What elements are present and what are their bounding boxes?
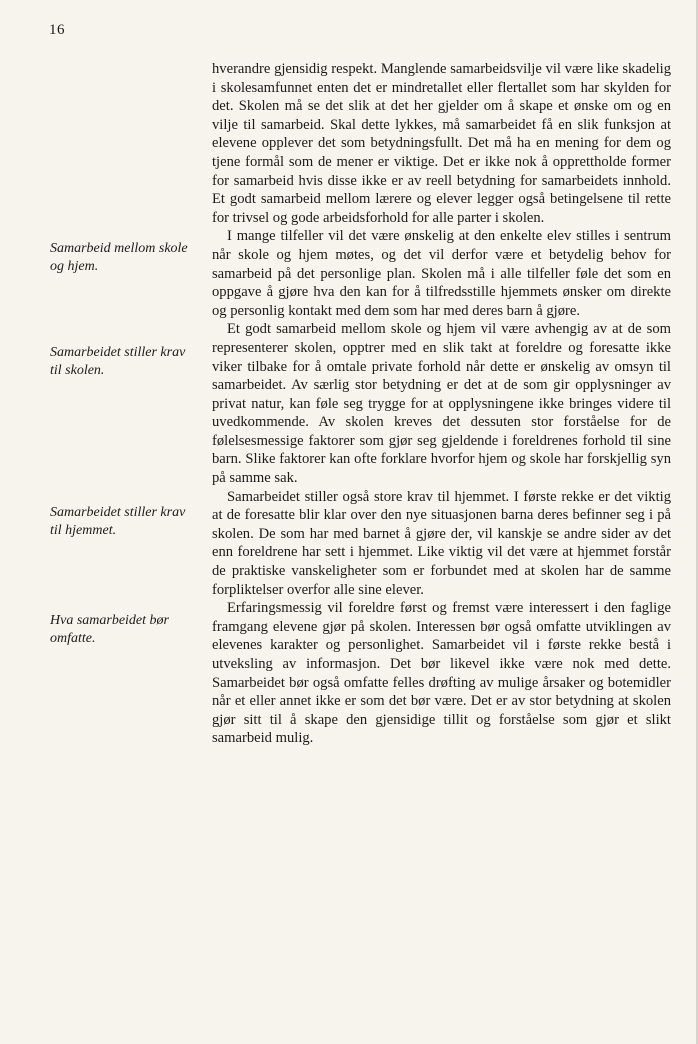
margin-note-school-demands: Samarbeidet stiller krav til skolen. [50, 345, 186, 378]
paragraph: Erfaringsmessig vil foreldre først og fremst være interessert i den faglige framgang elevene gjør på skolen. Interessen bør også omfatte utviklingen av elevenes karakter og personlighet. Samarbeidet vil i første rekke bestå i utveksling av informasjon. Det bør likevel ikke være nok med dette. Samarbeidet bør også omfatte felles drøfting av mulige årsaker og botemidler når et eller annet ikke er som det bør være. Det er av stor betydning at skolen gjør sitt til å skape den gjensidige tillit og forståelse som gjør et slikt samarbeid mulig. [212, 600, 671, 747]
page-number: 16 [49, 22, 65, 38]
paragraph: hverandre gjensidig respekt. Manglende samarbeidsvilje vil være like skadelig i skolesamfunnet enten det er mindretallet eller flertallet som har skylden for det. Skolen må se det slik at det her gjelder om å skape et ønske om og en vilje til samarbeid. Skal dette lykkes, må samarbeidet få en slik funksjon at elevene opplever det som betydningsfullt. Det må ha en mening for dem og tjene formål som de mener er viktige. Det er ikke nok å opprettholde former for samarbeid hvis disse ikke er av reell betydning for samarbeidets innhold. Et godt samarbeid mellom lærere og elever legger også betingelsene til rette for trivsel og gode arbeidsforhold for alle parter i skolen. [212, 61, 671, 226]
paragraph: Samarbeidet stiller også store krav til hjemmet. I første rekke er det viktig at de foresatte blir klar over den nye situasjonen barna deres befinner seg i på skolen. De som har med barnet å gjøre der, vil kanskje se andre sider av det enn foreldrene har sett i hjemmet. Like viktig vil det være at hjemmet forstår de praktiske vanskeligheter som er forbundet med at skolen har de samme forpliktelser overfor alle sine elever. [212, 488, 671, 598]
margin-note-home-demands: Samarbeidet stiller krav til hjemmet. [50, 505, 186, 538]
paragraph: I mange tilfeller vil det være ønskelig at den enkelte elev stilles i sentrum når skole og hjem møtes, og det vil derfor være et betydelig behov for samarbeid på det personlige plan. Skolen må i alle tilfeller føle det som en oppgave å gjøre hva den kan for å tilfredsstille hjemmets ønsker om direkte og personlig kontakt med dem som har med deres barn å gjøre. [212, 228, 671, 319]
margin-note-home-school: Samarbeid mellom skole og hjem. [50, 241, 188, 274]
margin-note-scope: Hva samarbeidet bør omfatte. [50, 613, 169, 646]
body-text [212, 60, 671, 748]
paragraph: Et godt samarbeid mellom skole og hjem vil være avhengig av at de som representerer skolen, opptrer med en slik takt at foreldre og foresatte ikke viker tilbake for å omtale private forhold når dette er ønskelig av omsyn til samarbeidet. Av særlig stor betydning er det at de som gir opplysninger av privat natur, kan føle seg trygge for at opplysningene ikke bringes videre til uvedkommende. Av skolen kreves det dessuten stor forståelse for de følelsesmessige faktorer som gjør seg gjeldende i foreldrenes forhold til sine barn. Slike faktorer kan ofte forklare hvorfor hjem og skole har forskjellig syn på samme sak. [212, 321, 671, 487]
